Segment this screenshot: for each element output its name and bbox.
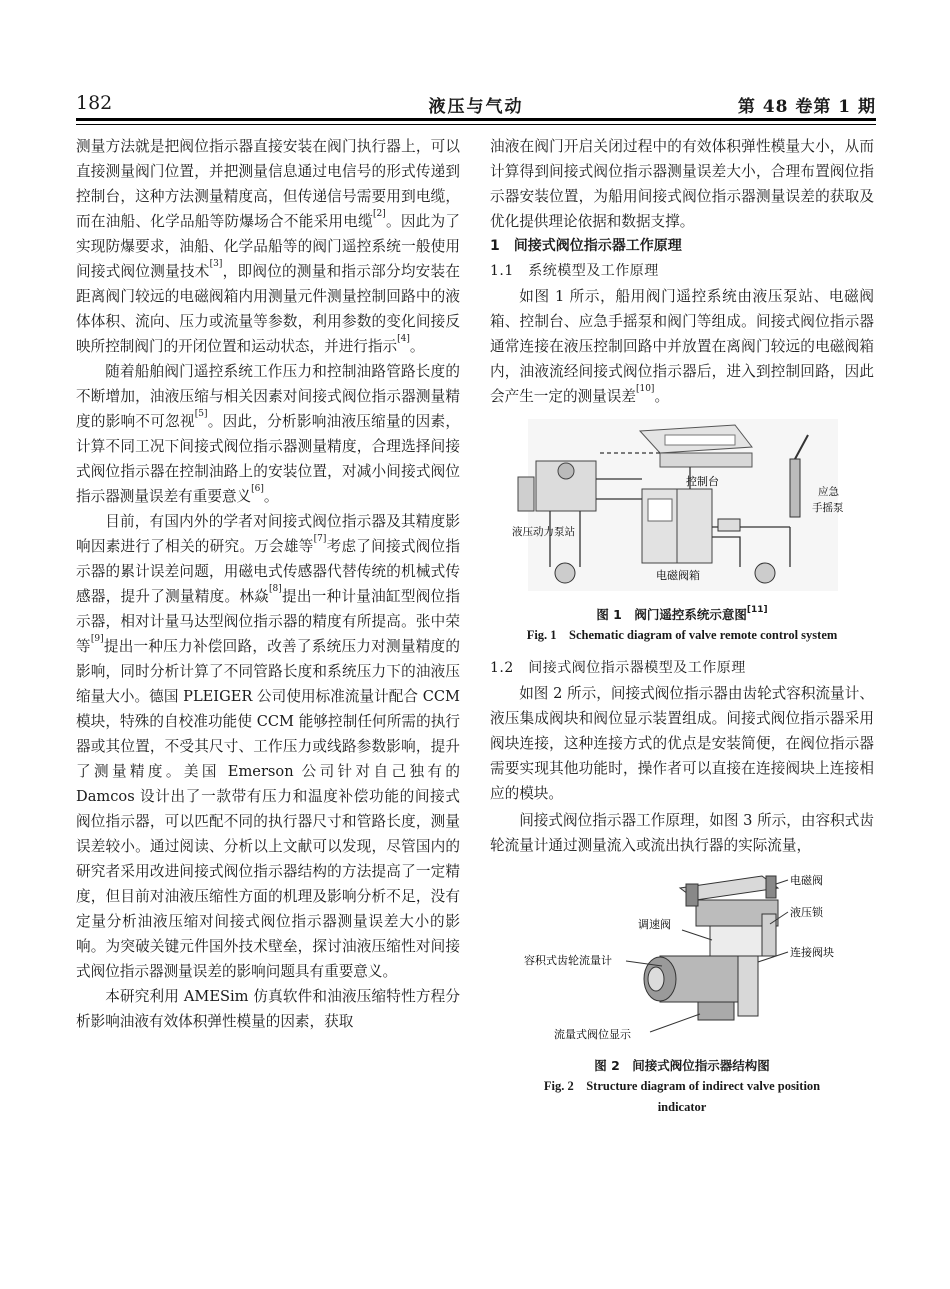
label-hand-pump-1: 应急 [818,486,839,498]
figure-2 [490,866,874,1118]
figure-2-caption-en: Fig. 2 Structure diagram of indirect valve position indicator [543,1079,821,1114]
citation[interactable]: [8] [269,584,282,594]
citation[interactable]: [5] [194,409,208,419]
paragraph: 间接式阀位指示器工作原理，如图 3 所示，由容积式齿轮流量计通过测量流入或流出执行器的实际流量， [490,812,874,854]
journal-title: 液压与气动 [428,97,524,117]
indicator-structure-diagram [490,866,874,1048]
citation[interactable]: [3] [209,259,223,269]
valve-box-graphic [642,489,712,563]
figure-1 [490,417,874,646]
page-number: 182 [76,92,113,114]
label-speed-valve: 调速阀 [638,918,671,931]
header-rule-thin [76,124,876,125]
paragraph: 目前，有国内外的学者对间接式阀位指示器及其精度影响因素进行了相关的研究。万会雄等[7]考虑了间接式阀位指示器的累计误差问题，用磁电式传感器代替传统的机械式传感器，提升了测量精度。林焱[8]提出一种计量油缸型阀位指示器，相对计量马达型阀位指示器的精度有所提高。张中荣等[9]提出一种压力补偿回路，改善了系统压力对测量精度的影响，同时分析计算了不同管路长度和系统压力下的油液压缩量大小。德国 PLEIGER 公司使用标准流量计配合 CCM 模块，特殊的自校准功能使 CCM 能够控制任何所需的执行器或其位置，不受其尺寸、工作压力或线路参数影响，提升了测量精度。美国 Emerson 公司针对自己独有的 Damcos 设计出了一款带有压力和温度补偿功能的间接式阀位指示器，可以匹配不同的执行器尺寸和管路长度，测量误差较小。通过阅读、分析以上文献可以发现，尽管国内的研究者采用改进间接式阀位指示器结构的方法提高了一定精度，但目前对油液压缩性方面的机理及影响分析不足，没有定量分析油液压缩对间接式阀位指示器测量误差大小的影响。为突破关键元件国外技术壁垒，探讨油液压缩性对间接式阀位指示器测量误差的影响问题具有重要意义。 [76,513,460,980]
left-column [76,134,460,1034]
label-solenoid: 电磁阀 [790,874,823,887]
figure-2-caption-cn: 图 2 间接式阀位指示器结构图 [594,1058,770,1073]
section-heading: 1 间接式阀位指示器工作原理 [490,238,682,254]
label-display: 流量式阀位显示 [554,1028,631,1041]
paragraph: 油液在阀门开启关闭过程中的有效体积弹性模量大小，从而计算得到间接式阀位指示器测量误差大小，合理布置阀位指示器安装位置，为船用间接式阀位指示器测量误差的获取及优化提供理论依据和数据支撑。 [490,138,874,230]
citation[interactable]: [10] [635,384,655,394]
subsection-heading: 1.2 间接式阀位指示器模型及工作原理 [490,660,746,676]
citation[interactable]: [6] [251,484,264,494]
citation[interactable]: [9] [90,634,104,644]
label-console: 控制台 [686,475,719,488]
subsection-heading: 1.1 系统模型及工作原理 [490,263,659,279]
paragraph: 测量方法就是把阀位指示器直接安装在阀门执行器上，可以直接测量阀门位置，并把测量信息通过电信号的形式传递到控制台，这种方法测量精度高，但传递信号需要用到电缆，而在油船、化学品船等防爆场合不能采用电缆[2]。因此为了实现防爆要求，油船、化学品船等的阀门遥控系统一般使用间接式阀位测量技术[3]，即阀位的测量和指示部分均安装在距离阀门较远的电磁阀箱内用测量元件测量控制回路中的液体体积、流向、压力或流量等参数，利用参数的变化间接反映所控制阀门的开闭位置和运动状态，并进行指示[4]。 [76,138,460,355]
header-rule-thick [76,118,876,121]
label-pump-station: 液压动力泵站 [512,526,575,538]
valve-control-diagram [490,417,874,597]
paragraph: 如图 2 所示，间接式阀位指示器由齿轮式容积流量计、液压集成阀块和阀位显示装置组成。间接式阀位指示器采用阀块连接，这种连接方式的优点是安装简便，在阀位指示器需要实现其他功能时，操作者可以直接在连接阀块上连接相应的模块。 [490,685,874,802]
citation[interactable]: [2] [372,209,386,219]
label-hyd-lock: 液压锁 [790,906,823,919]
figure-1-caption-cn: 图 1 阀门遥控系统示意图[11] [596,605,768,622]
citation[interactable]: [7] [313,534,327,544]
issue-info: 第 48 卷第 1 期 [737,97,876,117]
citation[interactable]: [4] [397,334,410,344]
label-block: 连接阀块 [790,946,834,959]
paragraph: 随着船舶阀门遥控系统工作压力和控制油路管路长度的不断增加，油液压缩与相关因素对间接式阀位指示器测量精度的影响不可忽视[5]。因此，分析影响油液压缩量的因素，计算不同工况下间接式阀位指示器测量精度，合理选择间接式阀位指示器在控制油路上的安装位置，对减小间接式阀位指示器测量误差有重要意义[6]。 [76,363,460,505]
label-hand-pump-2: 手摇泵 [812,502,844,514]
right-column [490,134,874,1118]
figure-1-caption-en: Fig. 1 Schematic diagram of valve remote control system [526,628,838,642]
citation[interactable]: [11] [746,605,768,615]
indicator-block-graphic [644,876,778,1020]
paragraph: 如图 1 所示，船用阀门遥控系统由液压泵站、电磁阀箱、控制台、应急手摇泵和阀门等组成。间接式阀位指示器通常连接在液压控制回路中并放置在离阀门较远的电磁阀箱内，油液流经间接式阀位指示器后，进入到控制回路，因此会产生一定的测量误差[10]。 [490,288,874,405]
label-flow-meter: 容积式齿轮流量计 [524,954,612,967]
label-valve-box: 电磁阀箱 [656,569,700,582]
paragraph: 本研究利用 AMESim 仿真软件和油液压缩特性方程分析影响油液有效体积弹性模量的因素，获取 [76,988,460,1030]
